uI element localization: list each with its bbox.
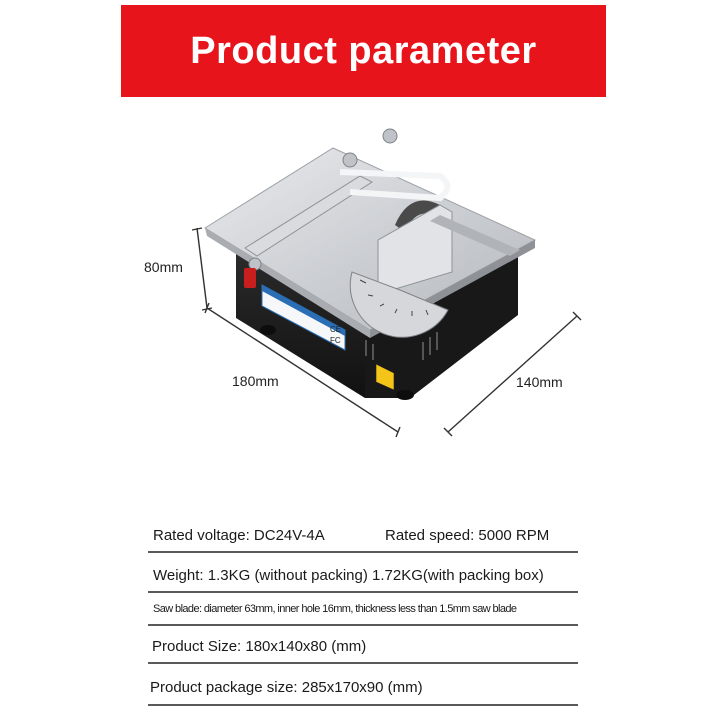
foot — [396, 390, 414, 400]
fc-mark: FC — [330, 336, 341, 345]
fence-knob — [343, 153, 357, 167]
ce-mark: CE — [330, 325, 342, 334]
weight: Weight: 1.3KG (without packing) 1.72KG(with packing box) — [153, 567, 544, 584]
rated-speed: Rated speed: 5000 RPM — [385, 527, 550, 544]
power-switch — [244, 268, 256, 288]
package-size: Product package size: 285x170x90 (mm) — [150, 679, 423, 696]
width-label: 140mm — [516, 374, 563, 390]
divider — [148, 624, 578, 626]
saw-blade-spec: Saw blade: diameter 63mm, inner hole 16mm, thickness less than 1.5mm saw blade — [153, 603, 517, 615]
divider — [148, 591, 578, 593]
title-banner — [121, 5, 606, 97]
height-label: 80mm — [144, 259, 183, 275]
height-dimension-line — [192, 228, 212, 310]
page-title: Product parameter — [190, 29, 537, 72]
rated-voltage: Rated voltage: DC24V-4A — [153, 527, 325, 544]
divider — [148, 551, 578, 553]
mini-table-saw-image — [0, 100, 726, 460]
foot — [260, 325, 276, 335]
divider — [148, 704, 578, 706]
divider — [148, 662, 578, 664]
fence-knob — [383, 129, 397, 143]
product-size: Product Size: 180x140x80 (mm) — [152, 638, 367, 655]
length-label: 180mm — [232, 373, 279, 389]
